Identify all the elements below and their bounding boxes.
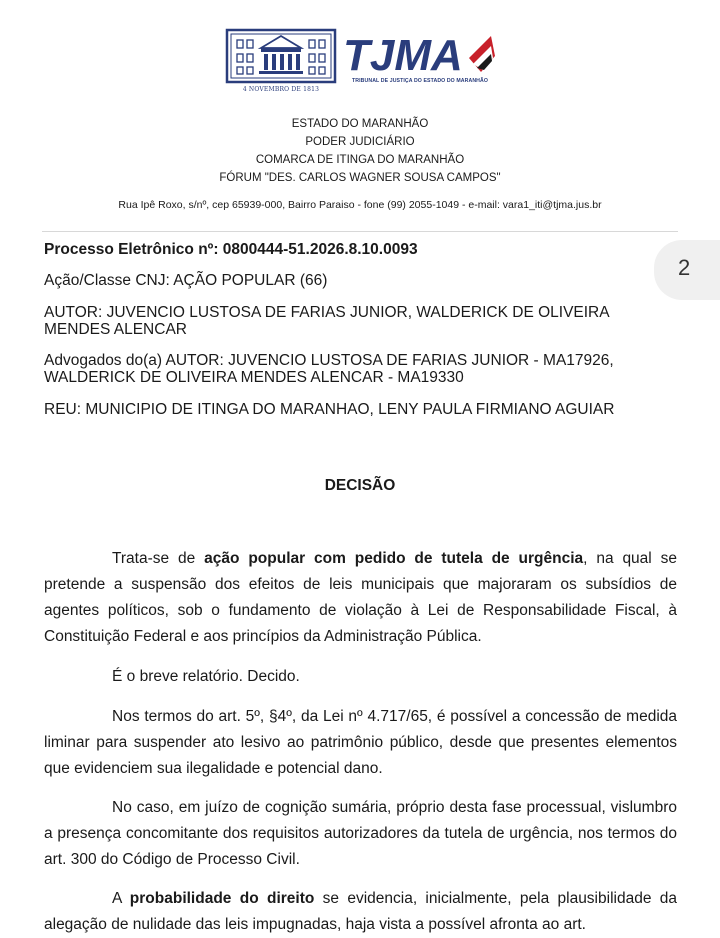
paragraph-5 bbox=[44, 886, 677, 938]
header-divider bbox=[42, 231, 678, 232]
p3-text: Nos termos do art. 5º, §4º, da Lei nº 4.717/65, é possível a concessão de medida liminar para suspender ato lesivo ao patrimônio público, desde que presentes elementos que evidenciem sua ilegalidade e potencial dano. bbox=[44, 708, 677, 777]
process-author bbox=[44, 304, 684, 338]
paragraph-1 bbox=[44, 546, 677, 650]
header-line-state: ESTADO DO MARANHÃO bbox=[291, 118, 429, 130]
process-number: Processo Eletrônico nº: 0800444-51.2026.8.10.0093 bbox=[44, 241, 418, 258]
p5-text-rest: se evidencia, inicialmente, pela plausibilidade da alegação de nulidade das leis impugnadas, haja vista a possível afronta ao art. bbox=[44, 890, 677, 933]
paragraph-3 bbox=[44, 704, 677, 782]
document-title: DECISÃO bbox=[324, 477, 396, 494]
header-line-district: COMARCA DE ITINGA DO MARANHÃO bbox=[255, 154, 465, 166]
p5-bold: probabilidade do direito bbox=[129, 890, 315, 907]
lawyers-line: Advogados do(a) AUTOR: JUVENCIO LUSTOSA DE FARIAS JUNIOR - MA17926, bbox=[44, 352, 614, 369]
author-line: MENDES ALENCAR bbox=[44, 321, 187, 338]
process-defendant: REU: MUNICIPIO DE ITINGA DO MARANHAO, LENY PAULA FIRMIANO AGUIAR bbox=[44, 401, 615, 418]
p1-text-rest: , na qual se pretende a suspensão dos efeitos de leis municipais que majoraram os subsídios de agentes políticos, sob o fundamento de violação à Lei de Responsabilidade Fiscal, à Constituição Federal e aos princípios da Administração Pública. bbox=[44, 550, 677, 645]
page-number: 2 bbox=[678, 255, 691, 280]
process-class: Ação/Classe CNJ: AÇÃO POPULAR (66) bbox=[44, 272, 328, 289]
courthouse-icon bbox=[225, 26, 337, 86]
header-line-forum: FÓRUM "DES. CARLOS WAGNER SOUSA CAMPOS" bbox=[219, 172, 501, 184]
process-lawyers bbox=[44, 352, 684, 386]
p1-text: Trata-se de bbox=[112, 550, 205, 567]
p2-text: É o breve relatório. Decido. bbox=[112, 668, 300, 685]
court-address: Rua Ipê Roxo, s/nº, cep 65939-000, Bairro Paraiso - fone (99) 2055-1049 - e-mail: vara1_iti@tjma.jus.br bbox=[118, 199, 602, 211]
p5-text: A bbox=[112, 890, 130, 907]
p1-bold: ação popular com pedido de tutela de urgência bbox=[204, 550, 584, 567]
founding-date: 4 NOVEMBRO DE 1813 bbox=[242, 86, 320, 93]
tjma-wordmark bbox=[341, 28, 497, 78]
paragraph-4 bbox=[44, 795, 677, 873]
logo-subtitle: TRIBUNAL DE JUSTIÇA DO ESTADO DO MARANHÃO bbox=[352, 78, 488, 84]
lawyers-line: WALDERICK DE OLIVEIRA MENDES ALENCAR - MA19330 bbox=[44, 369, 464, 386]
p4-text: No caso, em juízo de cognição sumária, próprio desta fase processual, vislumbro a presença concomitante dos requisitos autorizadores da tutela de urgência, nos termos do art. 300 do Código de Processo Civil. bbox=[44, 799, 677, 868]
court-header bbox=[0, 115, 720, 187]
tjma-logo bbox=[225, 26, 495, 96]
wordmark-text: TJMA bbox=[343, 31, 463, 78]
paragraph-2 bbox=[44, 664, 677, 690]
author-line: AUTOR: JUVENCIO LUSTOSA DE FARIAS JUNIOR, WALDERICK DE OLIVEIRA bbox=[44, 304, 610, 321]
header-line-power: PODER JUDICIÁRIO bbox=[305, 136, 415, 148]
